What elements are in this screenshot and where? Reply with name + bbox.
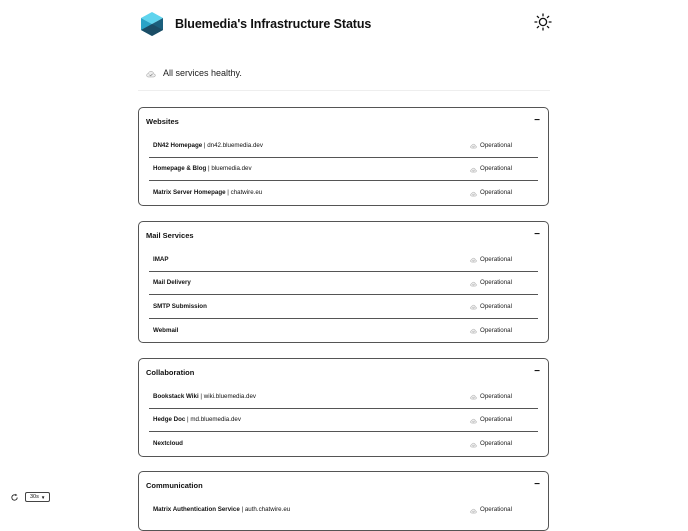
group-title: Websites bbox=[146, 116, 179, 126]
group-collaboration bbox=[138, 358, 549, 457]
service-row[interactable]: Matrix Authentication Service | auth.chatwire.eu Operational bbox=[153, 506, 512, 514]
group-communication bbox=[138, 471, 549, 531]
collapse-icon[interactable]: − bbox=[534, 229, 540, 240]
service-row[interactable]: Homepage & Blog | bluemedia.dev Operational bbox=[149, 158, 538, 182]
service-name: SMTP Submission bbox=[153, 302, 207, 310]
status-badge bbox=[470, 302, 512, 310]
status-text: Operational bbox=[480, 302, 512, 310]
service-row[interactable] bbox=[149, 272, 538, 296]
status-text: Operational bbox=[480, 326, 512, 334]
service-row[interactable] bbox=[149, 432, 538, 456]
group-header[interactable] bbox=[139, 222, 548, 248]
group-header[interactable] bbox=[139, 359, 548, 385]
status-badge bbox=[470, 506, 512, 514]
group-websites bbox=[138, 107, 549, 206]
group-title: Collaboration bbox=[146, 367, 195, 377]
service-url: md.bluemedia.dev bbox=[190, 416, 241, 424]
status-text: Operational bbox=[480, 189, 512, 197]
cloud-check-icon bbox=[470, 394, 477, 400]
collapse-icon[interactable]: − bbox=[534, 115, 540, 126]
service-row[interactable]: Bookstack Wiki | wiki.bluemedia.dev Operational bbox=[149, 385, 538, 409]
service-row[interactable]: Matrix Server Homepage | chatwire.eu Operational bbox=[153, 189, 512, 197]
service-name: Nextcloud bbox=[153, 440, 183, 448]
service-row[interactable] bbox=[149, 248, 538, 272]
status-text: Operational bbox=[480, 279, 512, 287]
group-title: Communication bbox=[146, 480, 203, 490]
cube-logo-icon bbox=[141, 12, 163, 36]
status-text: Operational bbox=[480, 416, 512, 424]
group-header[interactable] bbox=[139, 472, 548, 498]
group-title: Mail Services bbox=[146, 230, 194, 240]
cloud-check-icon bbox=[146, 70, 156, 78]
service-name: Homepage & Blog bbox=[153, 165, 207, 173]
service-row[interactable] bbox=[149, 295, 538, 319]
status-badge bbox=[470, 392, 512, 400]
service-url: auth.chatwire.eu bbox=[244, 506, 291, 514]
cloud-check-icon bbox=[470, 143, 477, 149]
sun-icon[interactable] bbox=[534, 13, 552, 31]
cloud-check-icon bbox=[470, 328, 477, 334]
service-name: Webmail bbox=[153, 326, 179, 334]
status-badge bbox=[470, 440, 512, 448]
service-row[interactable]: DN42 Homepage | dn42.bluemedia.dev Operational bbox=[149, 134, 538, 158]
service-url: wiki.bluemedia.dev bbox=[203, 392, 257, 400]
cloud-check-icon bbox=[470, 281, 477, 287]
status-text: Operational bbox=[480, 255, 512, 263]
service-row[interactable] bbox=[149, 319, 538, 343]
refresh-interval-select[interactable] bbox=[25, 492, 50, 502]
service-name: IMAP bbox=[153, 255, 169, 263]
status-badge bbox=[470, 141, 512, 149]
collapse-icon[interactable]: − bbox=[534, 366, 540, 377]
collapse-icon[interactable]: − bbox=[534, 479, 540, 490]
service-name: Hedge Doc bbox=[153, 416, 186, 424]
service-url: dn42.bluemedia.dev bbox=[207, 141, 263, 149]
cloud-check-icon bbox=[470, 257, 477, 263]
refresh-icon[interactable] bbox=[10, 493, 19, 502]
cloud-check-icon bbox=[470, 442, 477, 448]
page-header bbox=[138, 10, 552, 38]
status-badge bbox=[470, 165, 512, 173]
status-summary bbox=[138, 60, 550, 91]
cloud-check-icon bbox=[470, 508, 477, 514]
cloud-check-icon bbox=[470, 191, 477, 197]
refresh-bar bbox=[10, 492, 50, 502]
interval-value: 30s bbox=[30, 494, 39, 500]
group-mail-services bbox=[138, 221, 549, 343]
page-title: Bluemedia's Infrastructure Status bbox=[175, 17, 372, 31]
status-badge bbox=[470, 189, 512, 197]
cloud-check-icon bbox=[470, 167, 477, 173]
cloud-check-icon bbox=[470, 304, 477, 310]
cloud-check-icon bbox=[470, 418, 477, 424]
status-text: Operational bbox=[480, 392, 512, 400]
service-url: chatwire.eu bbox=[230, 189, 263, 197]
service-row[interactable]: Hedge Doc | md.bluemedia.dev Operational bbox=[149, 409, 538, 433]
status-text: Operational bbox=[480, 440, 512, 448]
status-text: Operational bbox=[480, 165, 512, 173]
summary-text: All services healthy. bbox=[163, 68, 242, 78]
caret-down-icon: ▼ bbox=[40, 494, 46, 500]
service-url: bluemedia.dev bbox=[211, 165, 252, 173]
service-name: Matrix Server Homepage bbox=[153, 189, 226, 197]
service-name: Mail Delivery bbox=[153, 279, 191, 287]
service-name: DN42 Homepage bbox=[153, 141, 203, 149]
status-badge bbox=[470, 326, 512, 334]
service-name: Bookstack Wiki bbox=[153, 392, 199, 400]
group-header[interactable] bbox=[139, 108, 548, 134]
status-text: Operational bbox=[480, 506, 512, 514]
status-badge bbox=[470, 279, 512, 287]
status-badge bbox=[470, 416, 512, 424]
status-badge bbox=[470, 255, 512, 263]
status-text: Operational bbox=[480, 141, 512, 149]
service-name: Matrix Authentication Service bbox=[153, 506, 240, 514]
